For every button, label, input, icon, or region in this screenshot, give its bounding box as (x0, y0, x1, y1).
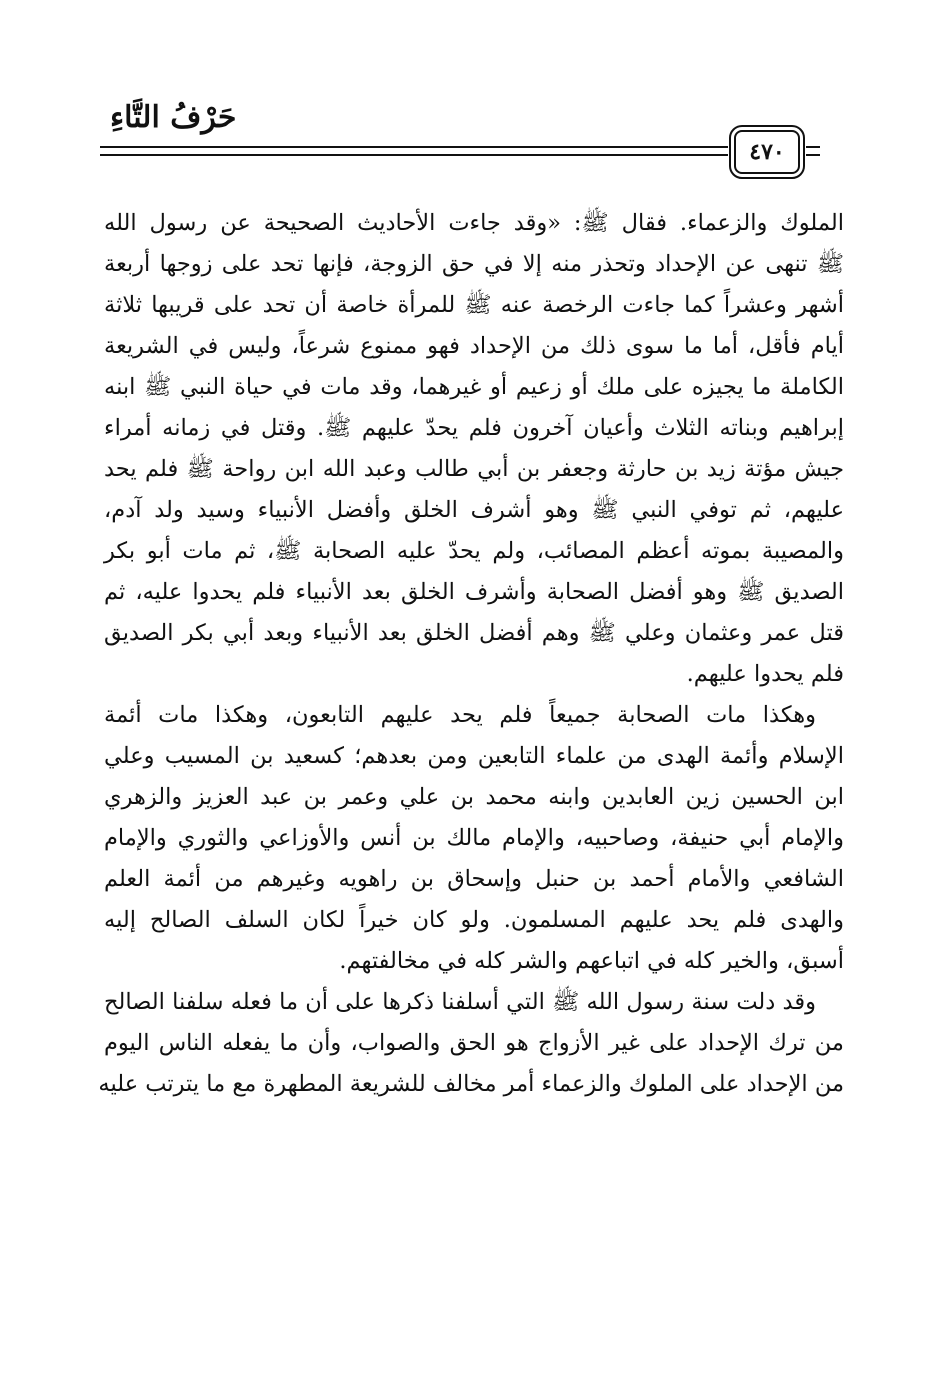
text-line: والإمام أبي حنيفة، وصاحبيه، والإمام مالك بن أنس والأوزاعي والثوري والإمام (104, 825, 844, 851)
text-line: قتل عمر وعثمان وعلي ﷺ وهم أفضل الخلق بعد الأنبياء وبعد أبي بكر الصديق (104, 620, 844, 646)
body-text (98, 203, 845, 1105)
text-line: عليهم، ثم توفي النبي ﷺ وهو أشرف الخلق وأفضل الأنبياء وسيد ولد آدم، (104, 497, 844, 523)
text-line: أسبق، والخير كله في اتباعهم والشر كله في مخالفتهم. (339, 948, 844, 974)
text-line: الصديق ﷺ وهو أفضل الصحابة وأشرف الخلق بعد الأنبياء فلم يحدوا عليه، ثم (104, 579, 844, 605)
text-line: وهكذا مات الصحابة جميعاً فلم يحد عليهم التابعون، وهكذا مات أئمة (104, 702, 816, 728)
page-number: ٤٧٠ (734, 130, 800, 174)
text-line: من ترك الإحداد على غير الأزواج هو الحق والصواب، وأن ما يفعله الناس اليوم (104, 1030, 844, 1056)
text-line: الإسلام وأئمة الهدى من علماء التابعين ومن بعدهم؛ كسعيد بن المسيب وعلي (104, 743, 844, 769)
text-line: فلم يحدوا عليهم. (686, 661, 844, 687)
text-line: من الإحداد على الملوك والزعماء أمر مخالف للشريعة المطهرة مع ما يترتب عليه (98, 1071, 844, 1097)
paragraph (98, 982, 844, 1105)
text-line: الشافعي والأمام أحمد بن حنبل وإسحاق بن راهويه وغيرهم من أئمة العلم (104, 866, 844, 892)
text-line: أيام فأقل، أما ما سوى ذلك من الإحداد فهو ممنوع شرعاً، وليس في الشريعة (104, 333, 845, 359)
text-line: والمصيبة بموته أعظم المصائب، ولم يحدّ عليه الصحابة ﷺ، ثم مات أبو بكر (104, 538, 844, 564)
text-line: جيش مؤتة زيد بن حارثة وجعفر بن أبي طالب وعبد الله ابن رواحة ﷺ فلم يحد (104, 456, 844, 482)
text-line: ﷺ تنهى عن الإحداد وتحذر منه إلا في حق الزوجة، فإنها تحد على زوجها أربعة (104, 251, 844, 277)
text-line: وقد دلت سنة رسول الله ﷺ التي أسلفنا ذكرها على أن ما فعله سلفنا الصالح (104, 989, 816, 1015)
header-rule (100, 146, 728, 156)
text-line: الملوك والزعماء. فقال ﷺ: «وقد جاءت الأحاديث الصحيحة عن رسول الله (104, 210, 844, 236)
text-line: والهدى فلم يحد عليهم المسلمون. ولو كان خيراً لكان السلف الصالح إليه (104, 907, 844, 933)
text-line: ابن الحسين زين العابدين وابنه محمد بن علي وعمر بن عبد العزيز والزهري (104, 784, 844, 810)
text-line: أشهر وعشراً كما جاءت الرخصة عنه ﷺ للمرأة خاصة أن تحد على قريبها ثلاثة (104, 292, 844, 318)
paragraph (104, 203, 844, 695)
paragraph (104, 695, 844, 982)
chapter-title: حَرْفُ التَّاءِ (110, 100, 237, 135)
text-line: الكاملة ما يجيزه على ملك أو زعيم أو غيرهما، وقد مات في حياة النبي ﷺ ابنه (104, 374, 844, 400)
header-rule-right (806, 146, 820, 156)
text-line: إبراهيم وبناته الثلاث وأعيان آخرون فلم يحدّ عليهم ﷺ. وقتل في زمانه أمراء (104, 415, 844, 441)
